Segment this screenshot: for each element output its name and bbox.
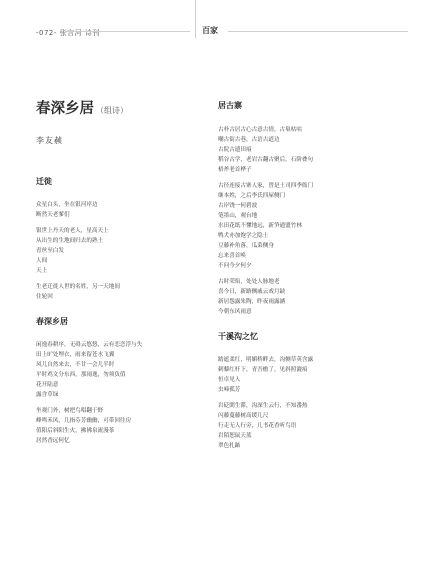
poem-title-jugu: 居古寨 <box>218 100 242 110</box>
poem-title-qianxi: 迁徙 <box>36 176 52 186</box>
page-number: -072- <box>36 29 57 37</box>
poem-line: 田上旷处埋衣，雨来留苍水飞翼 <box>36 352 115 358</box>
magazine-title: 张言河 诗刊 <box>59 29 100 37</box>
header-rule-right <box>228 31 408 32</box>
poem-line: 古径连接古寨人家，曾是土司四季衙门 <box>218 183 314 189</box>
poem-line: 古时荣焰，处处人脉地老 <box>218 279 280 285</box>
right-column <box>218 100 408 451</box>
poem-line: 忘来喜首唤 <box>218 253 246 259</box>
poem-set-title: 春深乡居 （组诗） <box>36 100 128 117</box>
poem-line: 古朴古居古心古意古情，古巢枯咕 <box>218 127 302 133</box>
poem-line: 嘲古街古巷，古语古道边 <box>218 137 280 143</box>
poem-line: 峰鸣禾风，几指芬芳幽幽，可带回往房 <box>36 418 132 424</box>
poem-line: 从出生的生地间归去的熟土 <box>36 238 104 244</box>
poem-line: 虫啼孤芳 <box>218 387 241 393</box>
poem-line: 岩陌恕鼠天蓝 <box>218 433 252 439</box>
poem-line: 翠色扎踮 <box>218 443 241 449</box>
header-divider <box>195 0 196 38</box>
poem-line: 豆藤补角落，瓜菜侧身 <box>218 243 274 249</box>
author-name: 李友赪 <box>36 136 63 145</box>
left-column <box>36 100 196 446</box>
poem-line: 岩砭閑生滞，沟深生云行，不知番热 <box>218 403 308 409</box>
poem-line: 平时鸡文分东西，那闹逸，勿须负值 <box>36 372 126 378</box>
header-rule-left <box>65 31 190 32</box>
poem-line: 刺藜红杆下，青吾檐了，见斜照漉痕 <box>218 367 308 373</box>
poem-line: 居然香远何忆 <box>36 438 70 444</box>
poem-line: 风儿自然来去，不甘一会儿半时 <box>36 362 115 368</box>
poem-line: 坐观门外，树把鸟唱翻于野 <box>36 408 104 414</box>
poem-line: 人间 <box>36 258 48 264</box>
poem-body-jugu <box>218 125 408 317</box>
poem-line: 断然天老爹们 <box>36 212 70 218</box>
poem-line: 喜今日，新路侧戚云戏月缺 <box>218 289 286 295</box>
poem-line: 不问今夕何夕 <box>218 263 252 269</box>
poem-line: 闪藤蔓藤树高缓几尺 <box>218 413 269 419</box>
poem-line: 青丝至白发 <box>36 248 64 254</box>
poem-line: 稻谷古学，老岩古翻古聚后，石阶叠句 <box>218 157 314 163</box>
poem-line: 古岸饶一何碧波 <box>218 203 258 209</box>
poem-line: 众星白头，坐在银河岸边 <box>36 202 98 208</box>
poem-line: 古院古遗田痕 <box>218 147 252 153</box>
poem-line: 踏遮柔红，明媚桥畔去，沟侧草英含露 <box>218 357 314 363</box>
poem-line: 天上 <box>36 268 48 274</box>
poem-line: 鸭犬亦加饱学之隐士 <box>218 233 269 239</box>
section-label: 百家 <box>202 25 218 35</box>
poem-line: 值阳后斜阳生火，拂佛泉流漫茶 <box>36 428 115 434</box>
poem-body-chunshen <box>36 340 196 446</box>
poem-body-ganxigou <box>218 355 408 451</box>
poem-body-qianxi <box>36 200 196 302</box>
poem-line: 新居怨露朱陶，昨夜雨露涵 <box>218 299 286 305</box>
page-header <box>0 0 427 46</box>
poem-line: 闲逸春耕序，无碍云悠悠，云有恋恋浮与失 <box>36 342 143 348</box>
poem-line: 露含草绿 <box>36 392 59 398</box>
poem-line: 梧斧老首桦子 <box>218 167 252 173</box>
poem-line: 生老迁徙人世的名姓，另一天地间 <box>36 284 120 290</box>
poem-line: 笔墨山，观台地 <box>218 213 258 219</box>
poem-line: 花开陆意 <box>36 382 59 388</box>
poem-set-note: （组诗） <box>96 106 128 115</box>
poem-title-chunshen: 春深乡居 <box>36 316 68 326</box>
poem-title-ganxigou: 干溪沟之忆 <box>218 331 258 341</box>
poem-line: 银世上丹天的老人，星高天上 <box>36 228 109 234</box>
poem-line: 继本姓，之后李氏四屋侧门 <box>218 193 286 199</box>
poem-line: 今朝东风雨意 <box>218 309 252 315</box>
poem-line: 水田花纸不懂地远，新笋通盟竹林 <box>218 223 302 229</box>
poem-line: 恒卓见人 <box>218 377 241 383</box>
poem-line: 住轮回 <box>36 294 53 300</box>
poem-line: 行走无人行旁，几书花香听鸟语 <box>218 423 297 429</box>
